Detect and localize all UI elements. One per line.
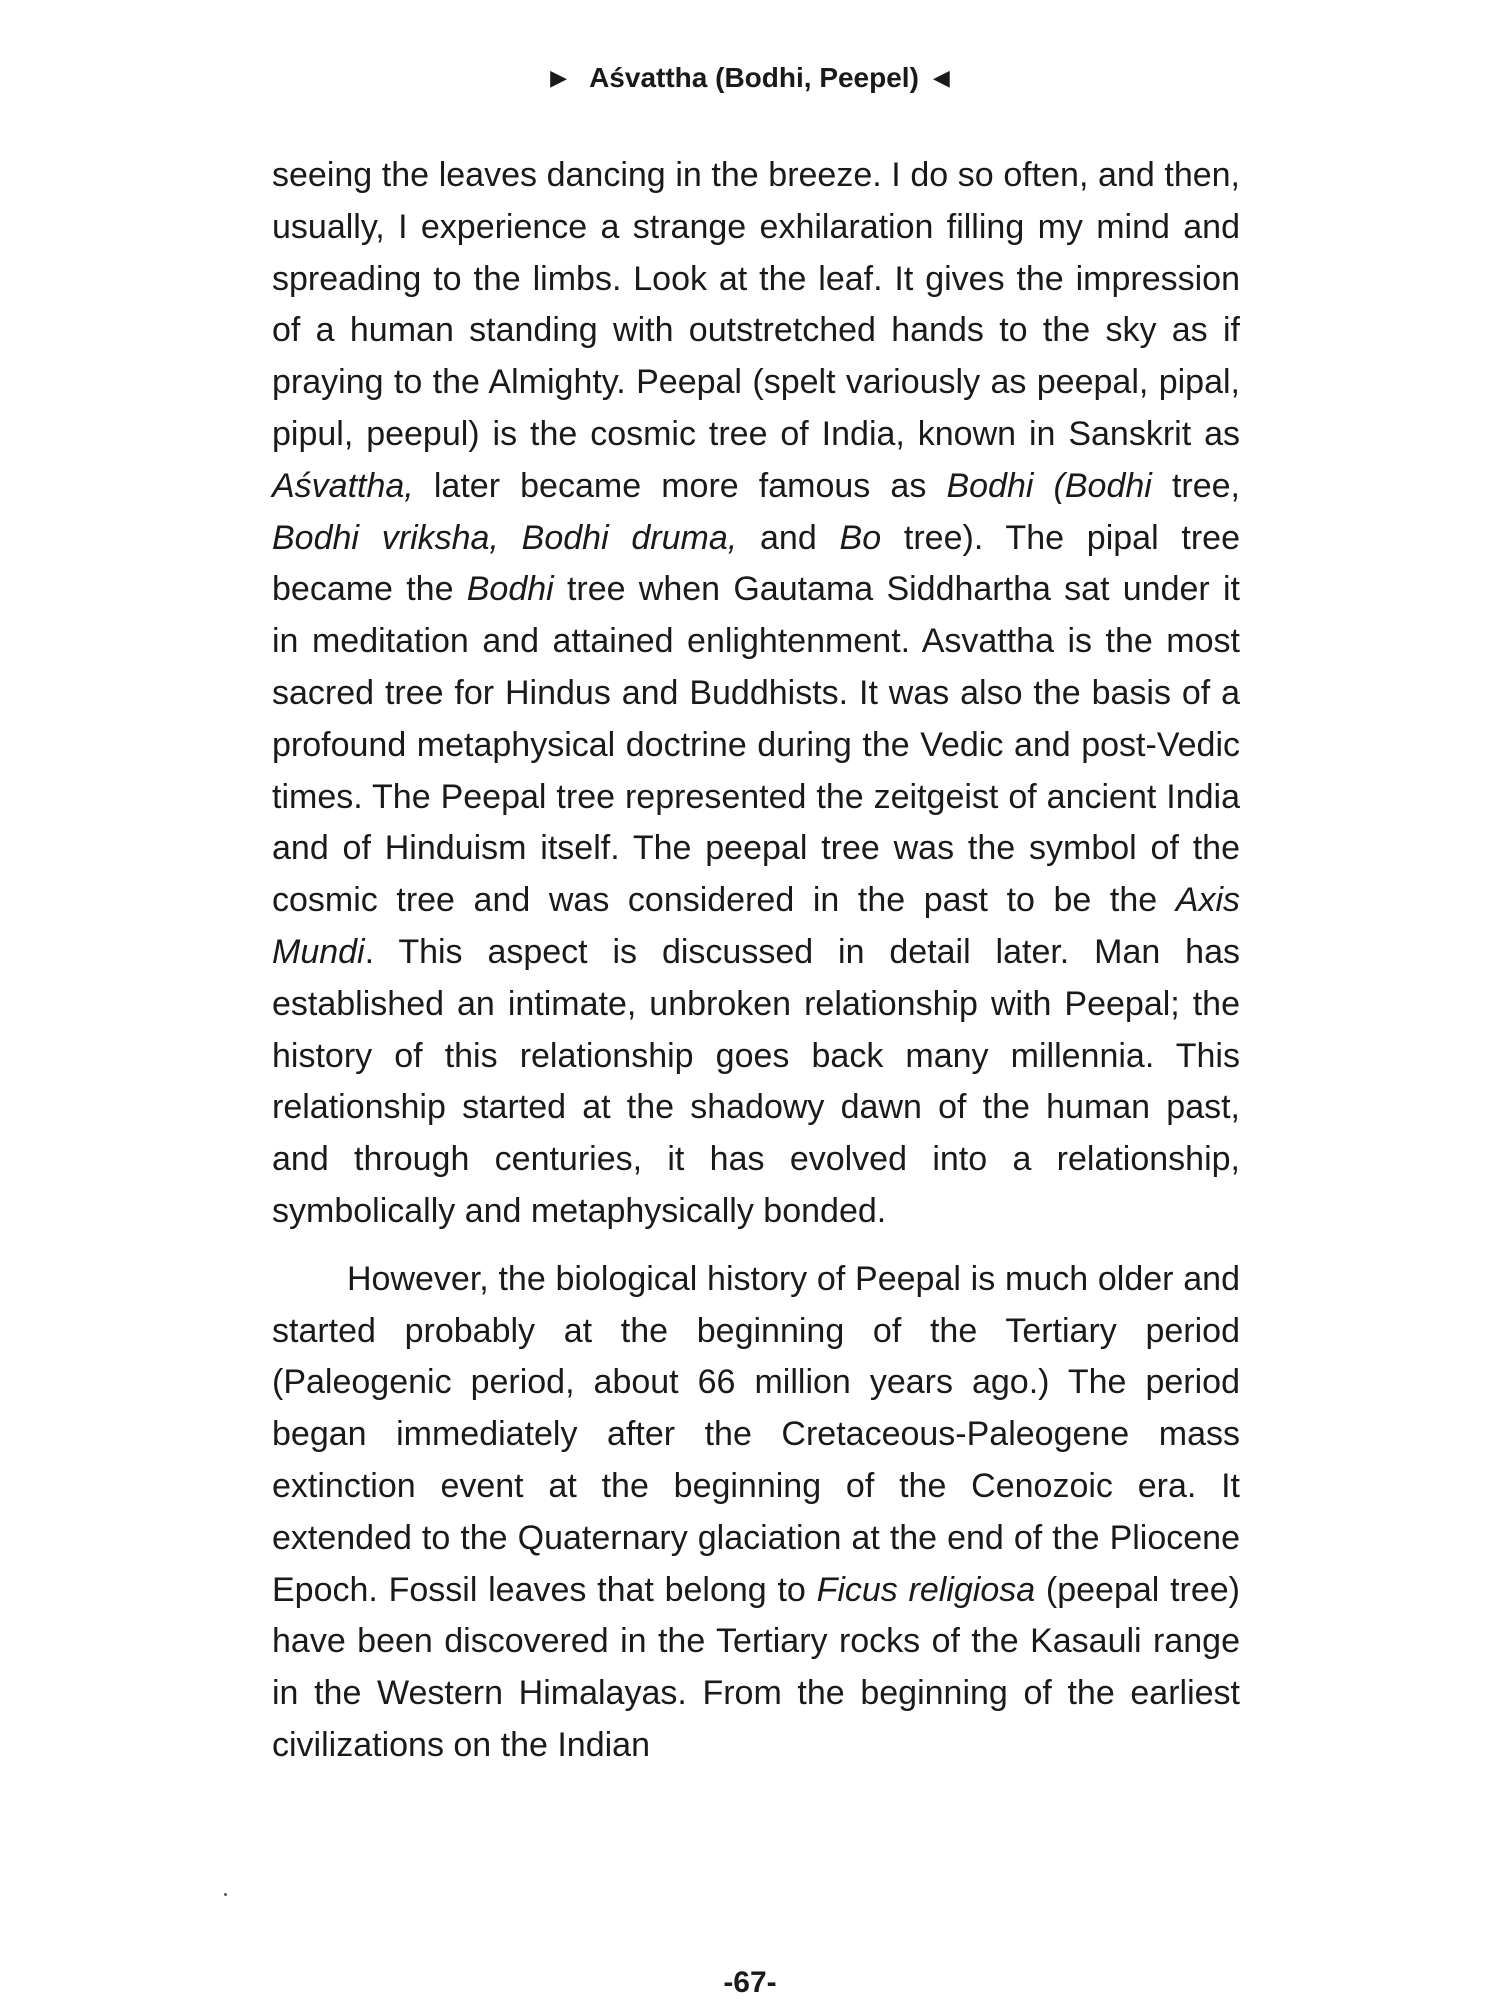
p1-text-3: tree, <box>1151 466 1241 505</box>
p1-italic-bodhi: Bodhi (Bodhi <box>946 466 1152 505</box>
running-head <box>0 60 1500 96</box>
running-head-title: Aśvattha (Bodhi, Peepel) <box>589 62 919 93</box>
p1-italic-bodhi-2: Bodhi <box>466 570 554 609</box>
p1-text-5: tree). The pipal tree became the <box>272 518 1241 609</box>
p1-text-1: seeing the leaves dancing in the breeze. I do so often, and then, usually, I experience a strange exhilaration filling my mind and spreading to the limbs. Look at the leaf. It gives the impression of a human standing with outstretched hands to the sky as if praying to the Almighty. Peepal (spelt variously as peepal, pipal, pipul, peepul) is the cosmic tree of India, known in Sanskrit as <box>272 156 1240 453</box>
p1-text-7: . This aspect is discussed in detail later. Man has established an intimate, unbroken relationship with Peepal; the history of this relationship goes back many millennia. This relationship started at the shadowy dawn of the human past, and through centuries, it has evolved into a relationship, symbolically and metaphysically bonded. <box>272 932 1240 1230</box>
p1-italic-bodhi-vriksha: Bodhi vriksha, Bodhi druma, <box>272 518 738 557</box>
paragraph-1 <box>272 150 1240 1238</box>
p1-italic-asvattha: Aśvattha, <box>272 466 414 505</box>
p1-text-2: later became more famous as <box>413 466 947 505</box>
right-pointing-triangle-icon: ▶ <box>550 65 568 90</box>
p1-italic-bo: Bo <box>839 518 882 557</box>
paragraph-2 <box>272 1254 1240 1772</box>
p1-text-4: and <box>737 518 840 557</box>
p2-text-2: (peepal tree) have been discovered in the Tertiary rocks of the Kasauli range in the Western Himalayas. From the beginning of the earliest civilizations on the Indian <box>272 1570 1240 1764</box>
p1-text-6: tree when Gautama Siddhartha sat under it in meditation and attained enlightenment. Asvattha is the most sacred tree for Hindus and Buddhists. It was also the basis of a profound metaphysical doctrine during the Vedic and post-Vedic times. The Peepal tree represented the zeitgeist of ancient India and of Hinduism itself. The peepal tree was the symbol of the cosmic tree and was considered in the past to be the <box>272 570 1240 920</box>
p2-text-1: However, the biological history of Peepal is much older and started probably at the beginning of the Tertiary period (Paleogenic period, about 66 million years ago.) The period began immediately after the Cretaceous-Paleogene mass extinction event at the beginning of the Cenozoic era. It extended to the Quaternary glaciation at the end of the Pliocene Epoch. Fossil leaves that belong to <box>272 1259 1240 1609</box>
p1-italic-axis-mundi: Axis Mundi <box>272 881 1240 971</box>
body-text <box>272 150 1240 1772</box>
left-pointing-triangle-icon: ◀ <box>932 65 950 90</box>
page-number: -67- <box>723 1966 777 1999</box>
p2-italic-ficus-religiosa: Ficus religiosa <box>816 1570 1036 1609</box>
scan-speck <box>224 1893 227 1896</box>
